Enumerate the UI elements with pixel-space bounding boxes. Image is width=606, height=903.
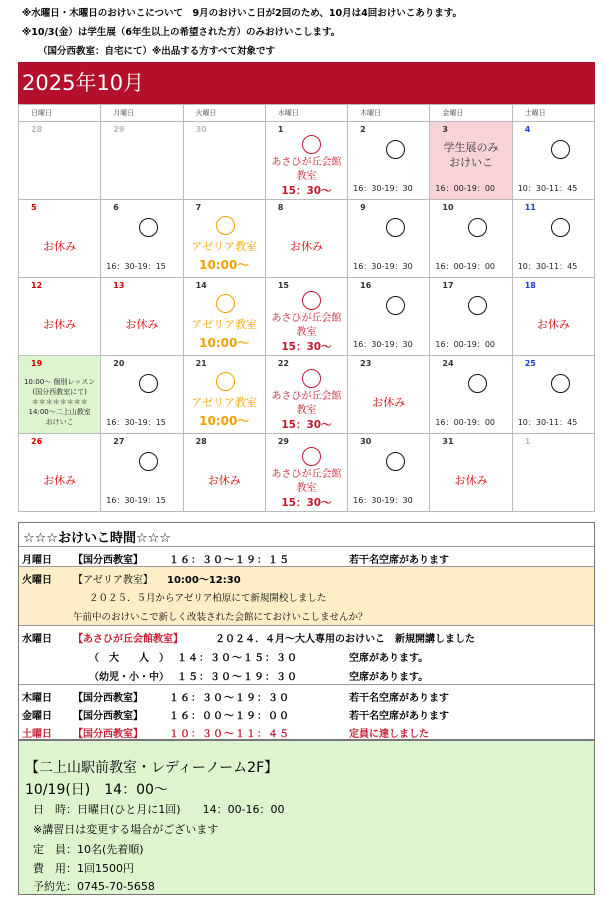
- day-number: 27: [113, 437, 125, 446]
- description-line: 午前中のおけいこで新しく改装された会館にておけいこしませんか？: [73, 612, 368, 623]
- place-name: あさひが丘会館: [271, 313, 342, 324]
- special-event-note: [19, 377, 100, 427]
- day-number: 4: [524, 125, 531, 134]
- closed-label: お休み: [536, 318, 570, 331]
- place-label: 【国分西教室】: [73, 555, 143, 566]
- calendar-grid: [18, 104, 595, 512]
- calendar-day-cell[interactable]: [183, 200, 265, 278]
- day-label: 火曜日: [22, 575, 52, 586]
- lesson-time: 16：30-19：30: [353, 262, 413, 271]
- lesson-time: 10:00～: [199, 414, 250, 428]
- lesson-time: 10:00～: [199, 258, 250, 272]
- weekday-label: 水曜日: [265, 105, 347, 122]
- schedule-row-saturday: [19, 722, 594, 740]
- calendar-weeks: [19, 122, 595, 512]
- day-number: 8: [277, 203, 284, 212]
- notice-block: [0, 0, 606, 62]
- place-name: あさひが丘会館: [271, 469, 342, 480]
- day-label: 水曜日: [22, 634, 52, 645]
- calendar-week-row: [19, 200, 595, 278]
- lesson-available-circle-icon: [216, 216, 235, 235]
- lesson-time: 16：30-19：15: [106, 418, 166, 427]
- calendar-day-cell[interactable]: [348, 356, 430, 434]
- lesson-available-circle-icon: [216, 294, 235, 313]
- day-number: 30: [360, 437, 372, 446]
- asahigaoka-lesson-info: [266, 390, 347, 432]
- place-label: 【あさひが丘会館教室】: [73, 634, 183, 645]
- calendar-day-cell[interactable]: [183, 122, 265, 200]
- day-number: 15: [277, 281, 289, 290]
- calendar-week-row: [19, 434, 595, 512]
- calendar-day-cell[interactable]: [101, 356, 183, 434]
- note-line: 学生展のみ: [443, 141, 499, 154]
- description-line: ２０２４．４月～大人専用のおけいこ 新規開講しました: [215, 634, 475, 645]
- day-number: 23: [360, 359, 372, 368]
- calendar-day-cell[interactable]: [512, 122, 594, 200]
- student-exhibition-note: [430, 140, 511, 170]
- day-number: 29: [277, 437, 289, 446]
- time-label: １６：３０～１９：３０: [169, 693, 290, 704]
- lesson-time: 15：30～: [281, 185, 332, 197]
- futakami-title: 【二上山駅前教室・レディーノーム2F】: [25, 760, 279, 776]
- time-label: １６：００～１９：００: [169, 711, 290, 722]
- day-number: 29: [113, 125, 125, 134]
- day-number: 5: [31, 203, 37, 212]
- availability-note: 若干名空席があります: [349, 711, 449, 722]
- day-number: 19: [31, 359, 43, 368]
- calendar-day-cell[interactable]: [348, 278, 430, 356]
- schedule-row-thursday: [19, 684, 594, 704]
- calendar-day-cell[interactable]: [265, 200, 347, 278]
- azalea-lesson-info: [184, 237, 265, 275]
- futakami-fee: 費 用：1回1500円: [33, 862, 134, 875]
- schedule-row-friday: [19, 703, 594, 722]
- day-number: 14: [195, 281, 207, 290]
- lesson-time: 16：00-19：00: [435, 418, 496, 427]
- azalea-lesson-info: [184, 393, 265, 431]
- lesson-available-circle-icon: [386, 296, 405, 315]
- schedule-title: ☆☆☆おけいこ時間☆☆☆: [23, 531, 171, 546]
- calendar-day-cell[interactable]: [430, 278, 512, 356]
- futakami-capacity: 定 員：10名(先着順): [33, 843, 144, 856]
- calendar-day-cell[interactable]: [348, 122, 430, 200]
- lesson-available-circle-icon: [468, 296, 487, 315]
- calendar-day-cell[interactable]: [265, 356, 347, 434]
- event-line: おけいこ: [45, 418, 74, 426]
- day-number: 21: [195, 359, 207, 368]
- time-label: １４：３０～１５：３０: [177, 653, 298, 664]
- lesson-available-circle-icon: [139, 218, 158, 237]
- place-label: 【国分西教室】: [73, 693, 143, 704]
- availability-note: 若干名空席があります: [349, 693, 449, 704]
- calendar-day-cell[interactable]: [512, 278, 594, 356]
- place-label: 【アゼリア教室】: [73, 575, 153, 586]
- place-name: アゼリア教室: [191, 240, 258, 253]
- lesson-time: 16：00-19：00: [435, 184, 496, 193]
- day-label: 金曜日: [22, 711, 52, 722]
- place-name: アゼリア教室: [191, 318, 258, 331]
- calendar-day-cell[interactable]: [430, 434, 512, 512]
- place-name: 教室: [296, 171, 317, 182]
- day-number: 3: [442, 125, 448, 134]
- calendar-day-cell[interactable]: [19, 356, 101, 434]
- closed-label: お休み: [289, 240, 323, 253]
- day-number: 24: [442, 359, 454, 368]
- lesson-available-circle-icon: [386, 452, 405, 471]
- time-label: １５：３０～１９：３０: [177, 672, 298, 683]
- place-name: あさひが丘会館: [271, 391, 342, 402]
- lesson-time: 16：00-19：00: [435, 262, 496, 271]
- calendar-week-row: [19, 278, 595, 356]
- lesson-available-circle-icon: [551, 374, 570, 393]
- calendar-day-cell[interactable]: [512, 434, 594, 512]
- futakami-change-note: ※講習日は変更する場合がございます: [33, 823, 219, 836]
- place-name: 教室: [296, 483, 317, 494]
- lesson-available-circle-icon: [386, 218, 405, 237]
- calendar-day-cell[interactable]: [348, 200, 430, 278]
- weekday-label: 日曜日: [19, 105, 101, 122]
- weekday-label: 木曜日: [348, 105, 430, 122]
- day-number: 22: [277, 359, 289, 368]
- lesson-available-circle-icon: [302, 369, 321, 388]
- day-number: 28: [31, 125, 43, 134]
- day-number: 11: [524, 203, 536, 212]
- weekday-label: 火曜日: [183, 105, 265, 122]
- place-name: アゼリア教室: [191, 396, 258, 409]
- calendar-day-cell[interactable]: [183, 434, 265, 512]
- calendar-day-cell[interactable]: [265, 122, 347, 200]
- asahigaoka-lesson-info: [266, 312, 347, 354]
- lesson-time: 10：30-11：45: [517, 418, 578, 427]
- day-number: 12: [31, 281, 43, 290]
- day-number: 28: [195, 437, 207, 446]
- availability-note: 空席があります。: [349, 653, 429, 664]
- calendar-day-cell[interactable]: [19, 278, 101, 356]
- day-label: 月曜日: [22, 555, 52, 566]
- calendar-day-cell[interactable]: [348, 434, 430, 512]
- day-number: 10: [442, 203, 454, 212]
- calendar-day-cell[interactable]: [101, 122, 183, 200]
- closed-label: お休み: [207, 474, 241, 487]
- day-number: 13: [113, 281, 125, 290]
- calendar-day-cell[interactable]: [19, 200, 101, 278]
- lesson-available-circle-icon: [386, 140, 405, 159]
- calendar-day-cell[interactable]: [183, 278, 265, 356]
- place-label: 【国分西教室】: [73, 711, 143, 722]
- calendar-week-row: [19, 122, 595, 200]
- lesson-available-circle-icon: [551, 140, 570, 159]
- closed-label: お休み: [43, 474, 77, 487]
- lesson-available-circle-icon: [302, 291, 321, 310]
- lesson-time: 16：30-19：15: [106, 262, 166, 271]
- day-number: 1: [277, 125, 284, 134]
- lesson-time: 15：30～: [281, 341, 332, 353]
- calendar-day-cell[interactable]: [101, 200, 183, 278]
- schedule-row-wednesday: [19, 625, 594, 684]
- calendar-day-cell[interactable]: [430, 200, 512, 278]
- calendar-day-cell[interactable]: [512, 200, 594, 278]
- calendar-title: 2025年10月: [18, 62, 595, 104]
- lesson-time: 16：30-19：30: [353, 496, 413, 505]
- day-number: 25: [524, 359, 536, 368]
- schedule-row-monday: [19, 546, 594, 566]
- closed-label: お休み: [125, 318, 159, 331]
- event-line: ＊＊＊＊＊＊＊＊: [31, 398, 88, 406]
- group-label: （ 大 人 ）: [89, 653, 169, 664]
- calendar-day-cell[interactable]: [512, 356, 594, 434]
- weekday-label: 金曜日: [430, 105, 512, 122]
- day-number: 26: [31, 437, 43, 446]
- lesson-available-circle-icon: [468, 374, 487, 393]
- calendar-day-cell[interactable]: [101, 278, 183, 356]
- day-number: 9: [360, 203, 366, 212]
- schedule-row-tuesday: [19, 566, 594, 625]
- calendar-day-cell[interactable]: [183, 356, 265, 434]
- calendar-day-cell[interactable]: [265, 278, 347, 356]
- calendar-day-cell[interactable]: [430, 356, 512, 434]
- lesson-time: 16：00-19：00: [435, 340, 496, 349]
- event-line: (国分西教室にて): [32, 388, 87, 396]
- futakami-class-panel: [18, 740, 595, 895]
- availability-note: 定員に達しました: [349, 729, 429, 740]
- calendar: [18, 62, 595, 512]
- place-name: あさひが丘会館: [271, 157, 342, 168]
- day-label: 土曜日: [22, 729, 52, 740]
- lesson-available-circle-icon: [551, 218, 570, 237]
- day-number: 2: [360, 125, 366, 134]
- weekday-header-row: [19, 105, 595, 122]
- calendar-day-cell[interactable]: [19, 434, 101, 512]
- lesson-time: 16：30-19：30: [353, 340, 413, 349]
- day-number: 17: [442, 281, 454, 290]
- day-number: 20: [113, 359, 125, 368]
- notice-line: ※10/3(金）は学生展（6年生以上の希望された方）のみおけいこします。: [22, 27, 341, 38]
- schedule-panel: [18, 522, 595, 740]
- futakami-date: 10/19(日) 14：00～: [25, 782, 168, 798]
- calendar-week-row: [19, 356, 595, 434]
- time-label: １６：３０～１９：１５: [169, 555, 290, 566]
- day-number: 6: [113, 203, 119, 212]
- time-label: 10:00～12:30: [167, 575, 241, 586]
- time-label: １０：３０～１１：４５: [169, 729, 290, 740]
- lesson-available-circle-icon: [302, 447, 321, 466]
- lesson-time: 10：30-11：45: [517, 262, 578, 271]
- day-number: 18: [524, 281, 536, 290]
- calendar-day-cell[interactable]: [101, 434, 183, 512]
- day-label: 木曜日: [22, 693, 52, 704]
- futakami-time: 日 時：日曜日(ひと月に1回) 14：00-16：00: [33, 803, 285, 816]
- availability-note: 若干名空席があります: [349, 555, 449, 566]
- description-line: ２０２５．５月からアゼリア柏原にて新規開校しました: [89, 593, 327, 604]
- group-label: （幼児・小・中）: [89, 672, 169, 683]
- lesson-available-circle-icon: [139, 452, 158, 471]
- futakami-reservation: 予約先：0745-70-5658: [33, 880, 155, 893]
- day-number: 31: [442, 437, 454, 446]
- asahigaoka-lesson-info: [266, 156, 347, 198]
- notice-line: ※水曜日・木曜日のおけいこについて 9月のおけいこ日が2回のため、10月は4回おけいこあります。: [22, 8, 462, 19]
- lesson-time: 10:00～: [199, 336, 250, 350]
- closed-label: お休み: [454, 474, 488, 487]
- asahigaoka-lesson-info: [266, 468, 347, 510]
- day-number: 30: [195, 125, 207, 134]
- lesson-time: 15：30～: [281, 497, 332, 509]
- availability-note: 空席があります。: [349, 672, 429, 683]
- azalea-lesson-info: [184, 315, 265, 353]
- day-number: 16: [360, 281, 372, 290]
- lesson-available-circle-icon: [302, 135, 321, 154]
- lesson-available-circle-icon: [216, 372, 235, 391]
- calendar-day-cell[interactable]: [265, 434, 347, 512]
- closed-label: お休み: [372, 396, 406, 409]
- calendar-day-cell[interactable]: [19, 122, 101, 200]
- weekday-label: 土曜日: [512, 105, 594, 122]
- day-number: 7: [195, 203, 202, 212]
- lesson-available-circle-icon: [139, 374, 158, 393]
- lesson-time: 16：30-19：30: [353, 184, 413, 193]
- weekday-label: 月曜日: [101, 105, 183, 122]
- notice-line: （国分西教室：自宅にて）※出品する方すべて対象です: [38, 46, 276, 57]
- place-name: 教室: [296, 405, 317, 416]
- note-line: おけいこ: [449, 156, 494, 169]
- lesson-time: 15：30～: [281, 419, 332, 431]
- event-line: 10:00～ 個別レッスン: [23, 378, 96, 386]
- closed-label: お休み: [43, 318, 77, 331]
- place-name: 教室: [296, 327, 317, 338]
- event-line: 14:00～二上山教室: [28, 408, 91, 416]
- lesson-time: 16：30-19：15: [106, 496, 166, 505]
- lesson-time: 10：30-11：45: [517, 184, 578, 193]
- calendar-day-cell[interactable]: [430, 122, 512, 200]
- place-label: 【国分西教室】: [73, 729, 143, 740]
- day-number: 1: [524, 437, 531, 446]
- lesson-available-circle-icon: [468, 218, 487, 237]
- closed-label: お休み: [43, 240, 77, 253]
